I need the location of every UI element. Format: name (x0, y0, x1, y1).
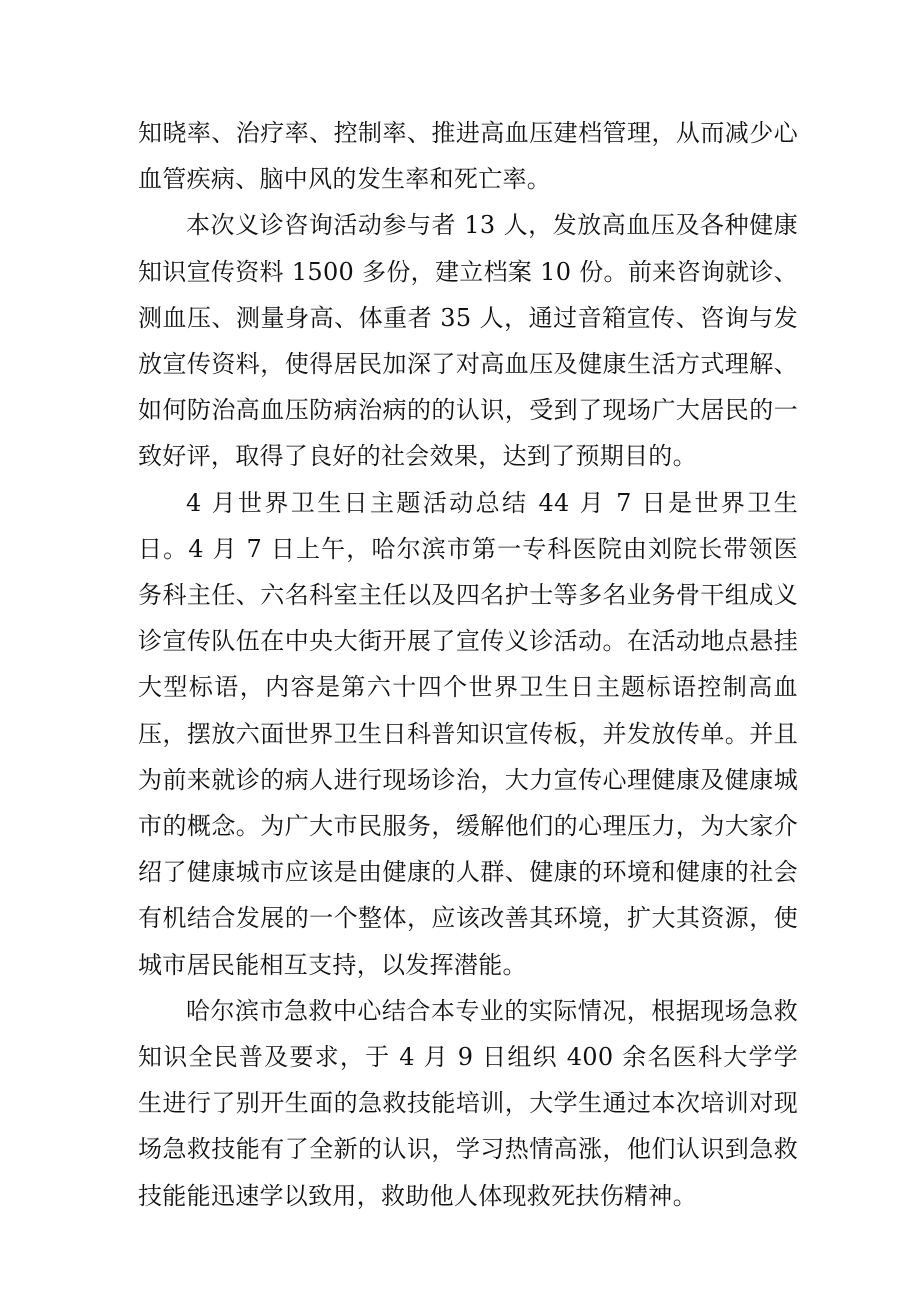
paragraph-continued: 知晓率、治疗率、控制率、推进高血压建档管理，从而减少心血管疾病、脑中风的发生率和死亡率。 (138, 119, 798, 194)
paragraph-clinic-summary: 本次义诊咨询活动参与者 13 人，发放高血压及各种健康知识宣传资料 1500 多份，建立档案 10 份。前来咨询就诊、测血压、测量身高、体重者 35 人，通过音箱宣传、咨询与发放宣传资料，使得居民加深了对高血压及健康生活方式理解、如何防治高血压防病治病的的认识，受到了现场广大居民的一致好评，取得了良好的社会效果，达到了预期目的。 (138, 211, 798, 471)
document-page (138, 110, 798, 1219)
paragraph-world-health-day: 4 月世界卫生日主题活动总结 44 月 7 日是世界卫生日。4 月 7 日上午，哈尔滨市第一专科医院由刘院长带领医务科主任、六名科室主任以及四名护士等多名业务骨干组成义诊宣传队伍在中央大街开展了宣传义诊活动。在活动地点悬挂大型标语，内容是第六十四个世界卫生日主题标语控制高血压，摆放六面世界卫生日科普知识宣传板，并发放传单。并且为前来就诊的病人进行现场诊治，大力宣传心理健康及健康城市的概念。为广大市民服务，缓解他们的心理压力，为大家介绍了健康城市应该是由健康的人群、健康的环境和健康的社会有机结合发展的一个整体，应该改善其环境，扩大其资源，使城市居民能相互支持，以发挥潜能。 (138, 488, 798, 979)
paragraph-first-aid-training: 哈尔滨市急救中心结合本专业的实际情况，根据现场急救知识全民普及要求，于 4 月 9 日组织 400 余名医科大学学生进行了别开生面的急救技能培训，大学生通过本次培训对现场急救技能有了全新的认识，学习热情高涨，他们认识到急救技能能迅速学以致用，救助他人体现救死扶伤精神。 (138, 996, 798, 1210)
